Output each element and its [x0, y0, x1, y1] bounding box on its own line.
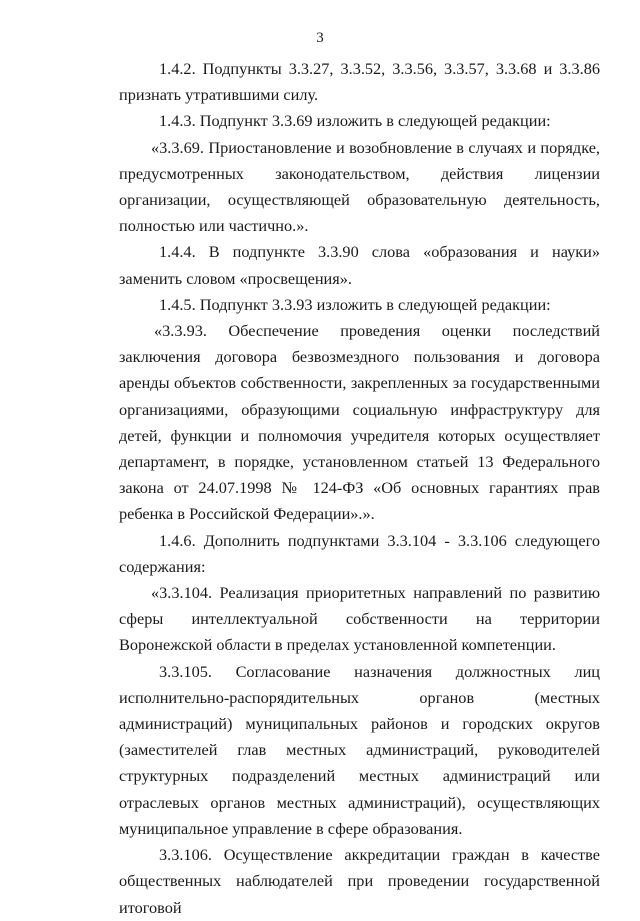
quote-3-3-69: «3.3.69. Приостановление и возобновление в случаях и порядке, предусмотренных законодательством, действия лицензии организации, осуществляющей образовательную деятельность, полностью или частично.». [119, 137, 600, 236]
paragraph-1-4-2: 1.4.2. Подпункты 3.3.27, 3.3.52, 3.3.56, 3.3.57, 3.3.68 и 3.3.86 признать утратившими силу. [119, 59, 600, 105]
quote-3-3-93: «3.3.93. Обеспечение проведения оценки последствий заключения договора безвозмездного пользования и договора аренды объектов собственности, закрепленных за государственными организациями, образующими социальную инфраструктуру для детей, функции и полномочия учредителя которых осуществляет департамент, в порядке, установленном статьей 13 Федерального закона от 24.07.1998 № 124-ФЗ «Об основных гарантиях прав ребенка в Российской Федерации».». [119, 321, 600, 524]
document-body [119, 56, 600, 921]
item-3-3-105: 3.3.105. Согласование назначения должностных лиц исполнительно-распорядительных органов (местных администраций) муниципальных районов и городских округов (заместителей глав местных администраций, руководителей структурных подразделений местных администраций или отраслевых органов местных администраций), осуществляющих муниципальное управление в сфере образования. [119, 661, 600, 838]
paragraph-1-4-6: 1.4.6. Дополнить подпунктами 3.3.104 - 3.3.106 следующего содержания: [119, 530, 600, 576]
paragraph-1-4-3: 1.4.3. Подпункт 3.3.69 изложить в следующей редакции: [159, 111, 551, 131]
paragraph-1-4-4: 1.4.4. В подпункте 3.3.90 слова «образования и науки» заменить словом «просвещения». [119, 242, 600, 288]
page-number: 3 [316, 30, 324, 46]
item-3-3-106: 3.3.106. Осуществление аккредитации граждан в качестве общественных наблюдателей при проведении государственной итоговой [119, 845, 600, 917]
quote-3-3-104: «3.3.104. Реализация приоритетных направлений по развитию сферы интеллектуальной собственности на территории Воронежской области в пределах установленной компетенции. [119, 583, 600, 655]
paragraph-1-4-5: 1.4.5. Подпункт 3.3.93 изложить в следующей редакции: [159, 294, 551, 314]
